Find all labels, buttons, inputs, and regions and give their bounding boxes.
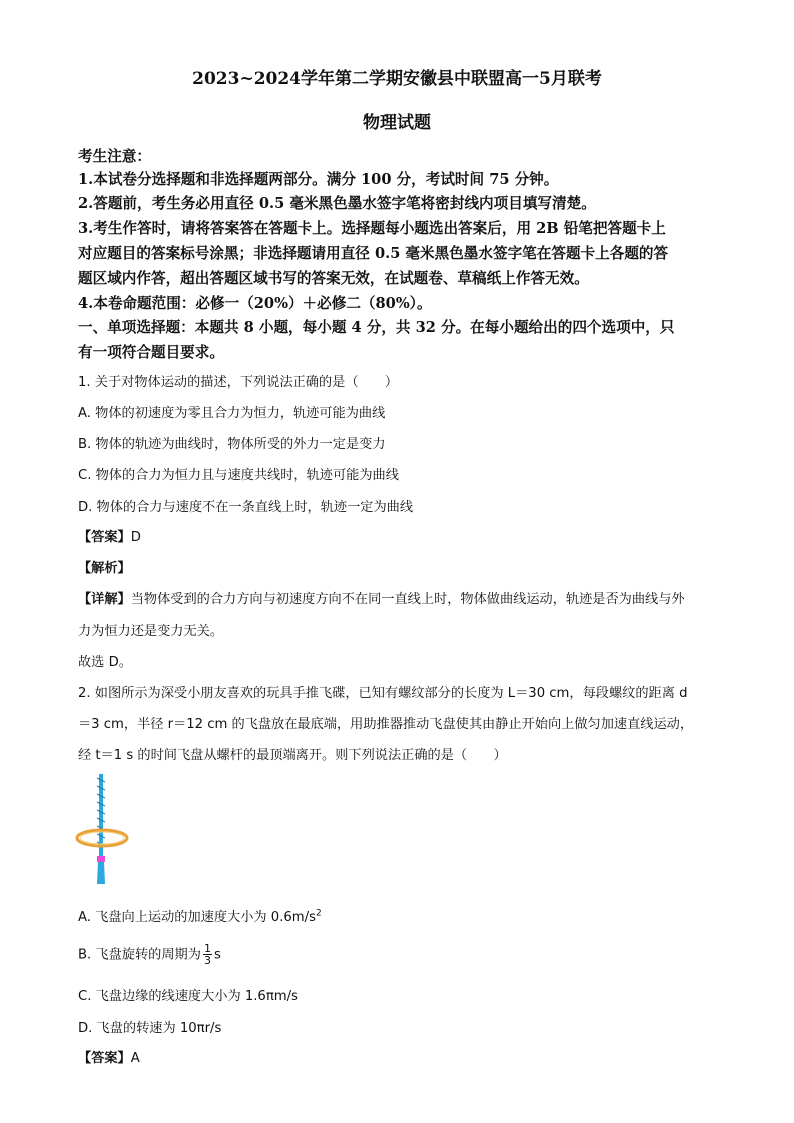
notice-heading: 考生注意： — [78, 148, 151, 165]
q1-analysis-tag — [78, 557, 728, 576]
q2-option-b-unit: s — [213, 947, 221, 963]
q1-detail-1 — [78, 588, 728, 607]
q1-option-a: A. 物体的初速度为零且合力为恒力，轨迹可能为曲线 — [78, 406, 386, 421]
q2-option-a-text: A. 飞盘向上运动的加速度大小为 0.6m/s — [78, 910, 316, 925]
q1-option-d: D. 物体的合力与速度不在一条直线上时，轨迹一定为曲线 — [78, 500, 414, 515]
q1-stem: 1. 关于对物体运动的描述，下列说法正确的是（ ） — [78, 375, 399, 390]
notice-line-3b: 对应题目的答案标号涂黑；非选择题请用直径 0.5 毫米黑色墨水签字笔在答题卡上各题的答 — [78, 245, 669, 262]
section-heading-2: 有一项符合题目要求。 — [78, 344, 224, 361]
q2-option-c: C. 飞盘边缘的线速度大小为 1.6πm/s — [78, 989, 298, 1004]
answer-value: D — [130, 530, 141, 545]
flying-disc-toy-icon — [74, 772, 130, 888]
q2-option-a — [78, 906, 728, 925]
answer-tag: 【答案】 — [78, 530, 131, 545]
notice-line-1: 1.本试卷分选择题和非选择题两部分。满分 100 分，考试时间 75 分钟。 — [78, 171, 559, 188]
fraction-numerator: 1 — [203, 942, 211, 955]
flying-disc-toy-figure — [74, 772, 130, 888]
exam-subtitle: 物理试题 — [363, 113, 431, 133]
fraction-denominator: 3 — [203, 954, 211, 967]
q1-option-b: B. 物体的轨迹为曲线时，物体所受的外力一定是变力 — [78, 437, 386, 452]
q1-option-c: C. 物体的合力为恒力且与速度共线时，轨迹可能为曲线 — [78, 468, 399, 483]
q2-option-b-text: B. 飞盘旋转的周期为 — [78, 947, 201, 963]
q2-option-b — [78, 943, 728, 966]
answer-value: A — [130, 1051, 140, 1066]
q2-option-a-exponent: 2 — [315, 908, 322, 919]
notice-line-3c: 题区域内作答，超出答题区域书写的答案无效，在试题卷、草稿纸上作答无效。 — [78, 270, 589, 287]
q2-option-d: D. 飞盘的转速为 10πr/s — [78, 1021, 222, 1036]
detail-text-1: 当物体受到的合力方向与初速度方向不在同一直线上时，物体做曲线运动，轨迹是否为曲线与外 — [130, 592, 685, 607]
q1-detail-2: 力为恒力还是变力无关。 — [78, 624, 224, 639]
notice-line-2: 2.答题前，考生务必用直径 0.5 毫米黑色墨水签字笔将密封线内项目填写清楚。 — [78, 195, 596, 212]
exam-title: 2023~2024学年第二学期安徽县中联盟高一5月联考 — [192, 69, 602, 89]
q2-stem-3: 经 t＝1 s 的时间飞盘从螺杆的最顶端离开。则下列说法正确的是（ ） — [78, 748, 507, 763]
q2-stem-1: 2. 如图所示为深受小朋友喜欢的玩具手推飞碟，已知有螺纹部分的长度为 L＝30 cm，每段螺纹的距离 d — [78, 686, 688, 701]
q2-answer — [78, 1047, 728, 1066]
detail-tag: 【详解】 — [78, 592, 131, 607]
q1-answer — [78, 526, 728, 545]
q2-option-b-fraction — [203, 943, 212, 966]
notice-line-4: 4.本卷命题范围：必修一（20%）＋必修二（80%）。 — [78, 295, 432, 312]
q2-stem-2: ＝3 cm，半径 r＝12 cm 的飞盘放在最底端，用助推器推动飞盘使其由静止开始向上做匀加速直线运动， — [78, 717, 694, 732]
notice-line-3a: 3.考生作答时，请将答案答在答题卡上。选择题每小题选出答案后，用 2B 铅笔把答题卡上 — [78, 220, 666, 237]
q1-conclusion: 故选 D。 — [78, 655, 132, 670]
answer-tag: 【答案】 — [78, 1051, 131, 1066]
section-heading-1: 一、单项选择题：本题共 8 小题，每小题 4 分，共 32 分。在每小题给出的四个选项中，只 — [78, 319, 675, 336]
analysis-tag: 【解析】 — [78, 561, 131, 576]
